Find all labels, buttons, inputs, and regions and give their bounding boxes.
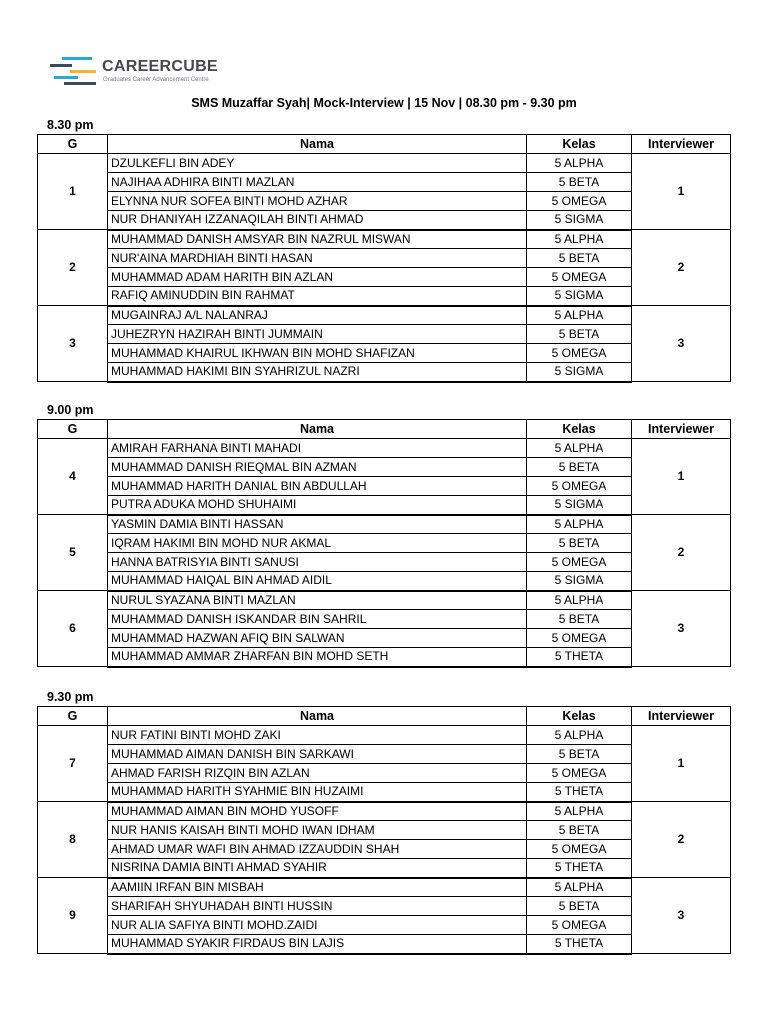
column-header-kelas: Kelas xyxy=(527,135,632,154)
table-row xyxy=(38,859,731,878)
table-row xyxy=(38,840,731,859)
interviewer-number: 2 xyxy=(632,230,731,306)
student-class: 5 THETA xyxy=(527,935,632,954)
table-row xyxy=(38,154,731,173)
student-class: 5 SIGMA xyxy=(527,287,632,306)
student-name: IQRAM HAKIMI BIN MOHD NUR AKMAL xyxy=(108,534,527,553)
document-title: SMS Muzaffar Syah| Mock-Interview | 15 Nov | 08.30 pm - 9.30 pm xyxy=(191,96,577,110)
student-name: MUHAMMAD AIMAN BIN MOHD YUSOFF xyxy=(108,802,527,821)
student-class: 5 ALPHA xyxy=(527,591,632,610)
student-class: 5 OMEGA xyxy=(527,192,632,211)
student-name: JUHEZRYN HAZIRAH BINTI JUMMAIN xyxy=(108,325,527,344)
student-class: 5 SIGMA xyxy=(527,363,632,382)
student-name: MUHAMMAD DANISH AMSYAR BIN NAZRUL MISWAN xyxy=(108,230,527,249)
table-row xyxy=(38,878,731,897)
student-name: MUHAMMAD AMMAR ZHARFAN BIN MOHD SETH xyxy=(108,648,527,667)
table-row xyxy=(38,916,731,935)
student-class: 5 BETA xyxy=(527,249,632,268)
student-class: 5 ALPHA xyxy=(527,515,632,534)
table-row xyxy=(38,477,731,496)
interviewer-number: 1 xyxy=(632,726,731,802)
student-name: DZULKEFLI BIN ADEY xyxy=(108,154,527,173)
table-row xyxy=(38,629,731,648)
group-number: 4 xyxy=(38,439,108,515)
interviewer-number: 1 xyxy=(632,439,731,515)
header-row xyxy=(38,420,731,439)
session-time-label: 9.00 pm xyxy=(47,403,94,417)
student-class: 5 THETA xyxy=(527,859,632,878)
table-row xyxy=(38,764,731,783)
student-class: 5 ALPHA xyxy=(527,878,632,897)
student-name: NURUL SYAZANA BINTI MAZLAN xyxy=(108,591,527,610)
group-number: 6 xyxy=(38,591,108,667)
table-row xyxy=(38,534,731,553)
logo-wordmark: CAREERCUBE xyxy=(102,58,218,75)
logo-tagline: Graduates Career Advancement Centre xyxy=(103,77,209,83)
table-row xyxy=(38,230,731,249)
table-row xyxy=(38,249,731,268)
table-row xyxy=(38,821,731,840)
student-name: NUR ALIA SAFIYA BINTI MOHD.ZAIDI xyxy=(108,916,527,935)
student-class: 5 THETA xyxy=(527,783,632,802)
column-header-interviewer: Interviewer xyxy=(632,420,731,439)
student-class: 5 BETA xyxy=(527,173,632,192)
column-header-kelas: Kelas xyxy=(527,707,632,726)
student-class: 5 THETA xyxy=(527,648,632,667)
student-name: MUHAMMAD DANISH RIEQMAL BIN AZMAN xyxy=(108,458,527,477)
table-row xyxy=(38,173,731,192)
group-number: 1 xyxy=(38,154,108,230)
student-class: 5 BETA xyxy=(527,534,632,553)
schedule-table xyxy=(37,706,731,955)
logo-bar xyxy=(64,82,96,85)
student-name: MUHAMMAD HAZWAN AFIQ BIN SALWAN xyxy=(108,629,527,648)
interviewer-number: 3 xyxy=(632,591,731,667)
student-class: 5 SIGMA xyxy=(527,496,632,515)
table-row xyxy=(38,439,731,458)
interviewer-number: 3 xyxy=(632,878,731,954)
table-row xyxy=(38,591,731,610)
student-class: 5 BETA xyxy=(527,458,632,477)
student-name: MUHAMMAD SYAKIR FIRDAUS BIN LAJIS xyxy=(108,935,527,954)
student-name: AHMAD UMAR WAFI BIN AHMAD IZZAUDDIN SHAH xyxy=(108,840,527,859)
student-name: AAMIIN IRFAN BIN MISBAH xyxy=(108,878,527,897)
student-class: 5 OMEGA xyxy=(527,764,632,783)
table-row xyxy=(38,745,731,764)
student-class: 5 OMEGA xyxy=(527,553,632,572)
student-name: YASMIN DAMIA BINTI HASSAN xyxy=(108,515,527,534)
group-number: 3 xyxy=(38,306,108,382)
table-row xyxy=(38,783,731,802)
schedule-table xyxy=(37,419,731,668)
table-row xyxy=(38,802,731,821)
student-name: MUHAMMAD HARITH SYAHMIE BIN HUZAIMI xyxy=(108,783,527,802)
group-number: 7 xyxy=(38,726,108,802)
column-header-nama: Nama xyxy=(108,420,527,439)
table-row xyxy=(38,192,731,211)
student-class: 5 BETA xyxy=(527,897,632,916)
table-row xyxy=(38,726,731,745)
student-class: 5 ALPHA xyxy=(527,154,632,173)
student-name: MUHAMMAD DANISH ISKANDAR BIN SAHRIL xyxy=(108,610,527,629)
table-row xyxy=(38,515,731,534)
student-name: NUR'AINA MARDHIAH BINTI HASAN xyxy=(108,249,527,268)
student-name: NAJIHAA ADHIRA BINTI MAZLAN xyxy=(108,173,527,192)
table-row xyxy=(38,287,731,306)
student-name: NUR HANIS KAISAH BINTI MOHD IWAN IDHAM xyxy=(108,821,527,840)
column-header-kelas: Kelas xyxy=(527,420,632,439)
student-name: NUR FATINI BINTI MOHD ZAKI xyxy=(108,726,527,745)
column-header-g: G xyxy=(38,420,108,439)
header-row xyxy=(38,707,731,726)
student-name: MUGAINRAJ A/L NALANRAJ xyxy=(108,306,527,325)
table-row xyxy=(38,363,731,382)
table-row xyxy=(38,897,731,916)
table-row xyxy=(38,306,731,325)
session-time-label: 9.30 pm xyxy=(47,690,94,704)
student-name: NUR DHANIYAH IZZANAQILAH BINTI AHMAD xyxy=(108,211,527,230)
interviewer-number: 2 xyxy=(632,802,731,878)
column-header-nama: Nama xyxy=(108,135,527,154)
student-class: 5 BETA xyxy=(527,610,632,629)
table-row xyxy=(38,935,731,954)
logo-bar xyxy=(54,76,78,79)
logo-bar xyxy=(62,57,92,60)
interviewer-number: 3 xyxy=(632,306,731,382)
student-name: MUHAMMAD ADAM HARITH BIN AZLAN xyxy=(108,268,527,287)
schedule-table xyxy=(37,134,731,383)
student-class: 5 OMEGA xyxy=(527,344,632,363)
student-name: RAFIQ AMINUDDIN BIN RAHMAT xyxy=(108,287,527,306)
table-row xyxy=(38,572,731,591)
logo-bar xyxy=(70,70,96,73)
student-name: MUHAMMAD HAIQAL BIN AHMAD AIDIL xyxy=(108,572,527,591)
student-class: 5 ALPHA xyxy=(527,230,632,249)
table-row xyxy=(38,325,731,344)
student-name: NISRINA DAMIA BINTI AHMAD SYAHIR xyxy=(108,859,527,878)
student-name: SHARIFAH SHYUHADAH BINTI HUSSIN xyxy=(108,897,527,916)
student-name: AHMAD FARISH RIZQIN BIN AZLAN xyxy=(108,764,527,783)
table-row xyxy=(38,211,731,230)
logo-bar xyxy=(50,64,72,67)
interviewer-number: 2 xyxy=(632,515,731,591)
table-row xyxy=(38,496,731,515)
student-name: AMIRAH FARHANA BINTI MAHADI xyxy=(108,439,527,458)
student-class: 5 ALPHA xyxy=(527,306,632,325)
student-name: PUTRA ADUKA MOHD SHUHAIMI xyxy=(108,496,527,515)
student-class: 5 OMEGA xyxy=(527,916,632,935)
group-number: 9 xyxy=(38,878,108,954)
student-name: MUHAMMAD HAKIMI BIN SYAHRIZUL NAZRI xyxy=(108,363,527,382)
student-class: 5 SIGMA xyxy=(527,211,632,230)
student-class: 5 BETA xyxy=(527,821,632,840)
student-class: 5 OMEGA xyxy=(527,840,632,859)
group-number: 5 xyxy=(38,515,108,591)
column-header-interviewer: Interviewer xyxy=(632,707,731,726)
student-name: MUHAMMAD HARITH DANIAL BIN ABDULLAH xyxy=(108,477,527,496)
student-name: MUHAMMAD AIMAN DANISH BIN SARKAWI xyxy=(108,745,527,764)
table-row xyxy=(38,458,731,477)
student-name: MUHAMMAD KHAIRUL IKHWAN BIN MOHD SHAFIZAN xyxy=(108,344,527,363)
table-row xyxy=(38,344,731,363)
student-class: 5 ALPHA xyxy=(527,726,632,745)
logo-mark-icon xyxy=(50,57,98,87)
group-number: 8 xyxy=(38,802,108,878)
student-name: ELYNNA NUR SOFEA BINTI MOHD AZHAR xyxy=(108,192,527,211)
table-row xyxy=(38,610,731,629)
column-header-g: G xyxy=(38,707,108,726)
student-class: 5 ALPHA xyxy=(527,802,632,821)
table-row xyxy=(38,553,731,572)
student-name: HANNA BATRISYIA BINTI SANUSI xyxy=(108,553,527,572)
column-header-g: G xyxy=(38,135,108,154)
column-header-interviewer: Interviewer xyxy=(632,135,731,154)
student-class: 5 OMEGA xyxy=(527,629,632,648)
group-number: 2 xyxy=(38,230,108,306)
student-class: 5 OMEGA xyxy=(527,268,632,287)
student-class: 5 BETA xyxy=(527,325,632,344)
table-row xyxy=(38,268,731,287)
table-row xyxy=(38,648,731,667)
session-time-label: 8.30 pm xyxy=(47,118,94,132)
column-header-nama: Nama xyxy=(108,707,527,726)
careercube-logo xyxy=(50,56,250,88)
interviewer-number: 1 xyxy=(632,154,731,230)
student-class: 5 SIGMA xyxy=(527,572,632,591)
student-class: 5 OMEGA xyxy=(527,477,632,496)
header-row xyxy=(38,135,731,154)
student-class: 5 BETA xyxy=(527,745,632,764)
student-class: 5 ALPHA xyxy=(527,439,632,458)
